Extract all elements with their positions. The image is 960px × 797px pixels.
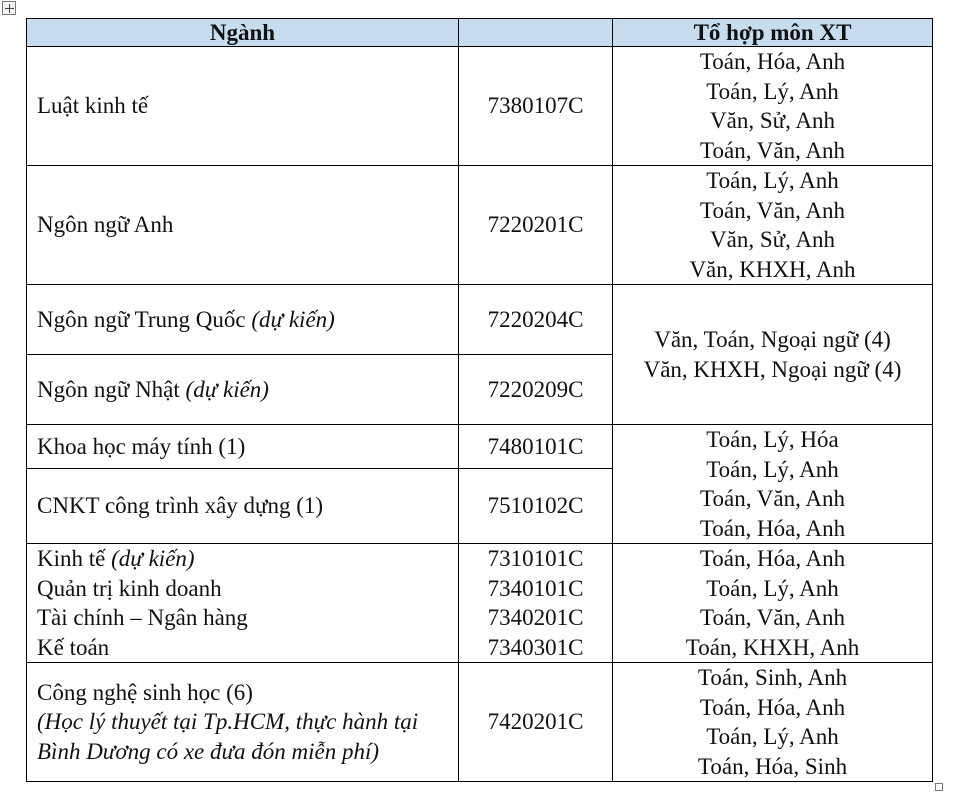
- combo-line: Văn, Toán, Ngoại ngữ (4): [654, 327, 891, 352]
- major-name: Kế toán: [37, 634, 110, 660]
- major-code: 7420201C: [459, 663, 613, 782]
- combo-line: Văn, Sử, Anh: [710, 227, 835, 252]
- subject-combos: [613, 425, 933, 544]
- major-note: (dự kiến): [111, 546, 195, 571]
- combo-line: Văn, Sử, Anh: [710, 108, 835, 133]
- subject-combos: [613, 663, 933, 782]
- major-name: Tài chính – Ngân hàng: [37, 605, 248, 630]
- major-code: 7340201C: [487, 605, 584, 630]
- major-code: 7480101C: [459, 425, 613, 469]
- header-row: [27, 19, 933, 47]
- combo-line: Toán, Lý, Anh: [706, 78, 839, 104]
- combo-line: Toán, Hóa, Sinh: [697, 753, 848, 779]
- combo-line: Toán, KHXH, Anh: [685, 634, 860, 660]
- table-resize-handle[interactable]: [935, 783, 943, 791]
- major-name-cell: [27, 663, 459, 782]
- major-code: 7510102C: [459, 469, 613, 544]
- combo-line: Toán, Hóa, Anh: [699, 546, 846, 571]
- major-code: 7380107C: [459, 47, 613, 166]
- major-name: Khoa học máy tính (1): [27, 425, 459, 469]
- major-name-cell: [27, 355, 459, 425]
- major-name-line: [37, 544, 448, 574]
- table-row: [27, 285, 933, 355]
- admission-table: [26, 18, 933, 782]
- subject-combos: [613, 285, 933, 425]
- major-code: 7220204C: [459, 285, 613, 355]
- major-name: Kinh tế: [37, 546, 106, 571]
- combo-line: Toán, Hóa, Anh: [699, 49, 846, 74]
- subject-combos: [613, 166, 933, 285]
- combo-line: Toán, Văn, Anh: [700, 137, 845, 163]
- combo-line: Toán, Lý, Anh: [706, 456, 839, 482]
- major-name: Luật kinh tế: [27, 47, 459, 166]
- major-name: Ngôn ngữ Trung Quốc: [37, 306, 246, 332]
- major-name-cell: [27, 285, 459, 355]
- subject-combos: [613, 544, 933, 663]
- table-row: [27, 544, 933, 663]
- combo-line: Văn, KHXH, Ngoại ngữ (4): [643, 356, 902, 382]
- combo-line: Toán, Sinh, Anh: [697, 665, 848, 690]
- combo-line: Toán, Văn, Anh: [700, 486, 845, 511]
- major-code: 7310101C: [487, 546, 584, 571]
- major-note: (dự kiến): [185, 376, 269, 402]
- major-names: [27, 544, 459, 663]
- combo-line: Toán, Văn, Anh: [700, 197, 845, 223]
- combo-line: Toán, Văn, Anh: [700, 605, 845, 630]
- combo-line: Toán, Hóa, Anh: [699, 694, 846, 720]
- major-code: 7220209C: [459, 355, 613, 425]
- subject-combos: [613, 47, 933, 166]
- major-name: Quản trị kinh doanh: [37, 575, 222, 601]
- major-name: Ngôn ngữ Anh: [27, 166, 459, 285]
- combo-line: Toán, Lý, Hóa: [706, 427, 839, 452]
- header-nganh: Ngành: [27, 19, 459, 47]
- combo-line: Toán, Lý, Anh: [706, 575, 839, 601]
- major-code: 7220201C: [459, 166, 613, 285]
- major-name: Công nghệ sinh học (6): [37, 679, 253, 705]
- table-row: [27, 425, 933, 469]
- header-to-hop: Tổ hợp môn XT: [613, 19, 933, 47]
- combo-line: Toán, Hóa, Anh: [699, 515, 846, 541]
- combo-line: Văn, KHXH, Anh: [689, 256, 856, 282]
- major-code: 7340301C: [487, 634, 584, 660]
- table-row: [27, 663, 933, 782]
- major-name: Ngôn ngữ Nhật: [37, 376, 180, 402]
- header-code: [459, 19, 613, 47]
- table-row: [27, 166, 933, 285]
- table-move-handle[interactable]: [2, 1, 16, 15]
- major-note: (Học lý thuyết tại Tp.HCM, thực hành tại Bình Dương có xe đưa đón miễn phí): [37, 709, 419, 764]
- combo-line: Toán, Lý, Anh: [706, 724, 839, 749]
- major-codes: [459, 544, 613, 663]
- table-row: [27, 47, 933, 166]
- major-name: CNKT công trình xây dựng (1): [27, 469, 459, 544]
- major-code: 7340101C: [487, 575, 584, 601]
- combo-line: Toán, Lý, Anh: [706, 168, 839, 193]
- major-note: (dự kiến): [251, 306, 335, 332]
